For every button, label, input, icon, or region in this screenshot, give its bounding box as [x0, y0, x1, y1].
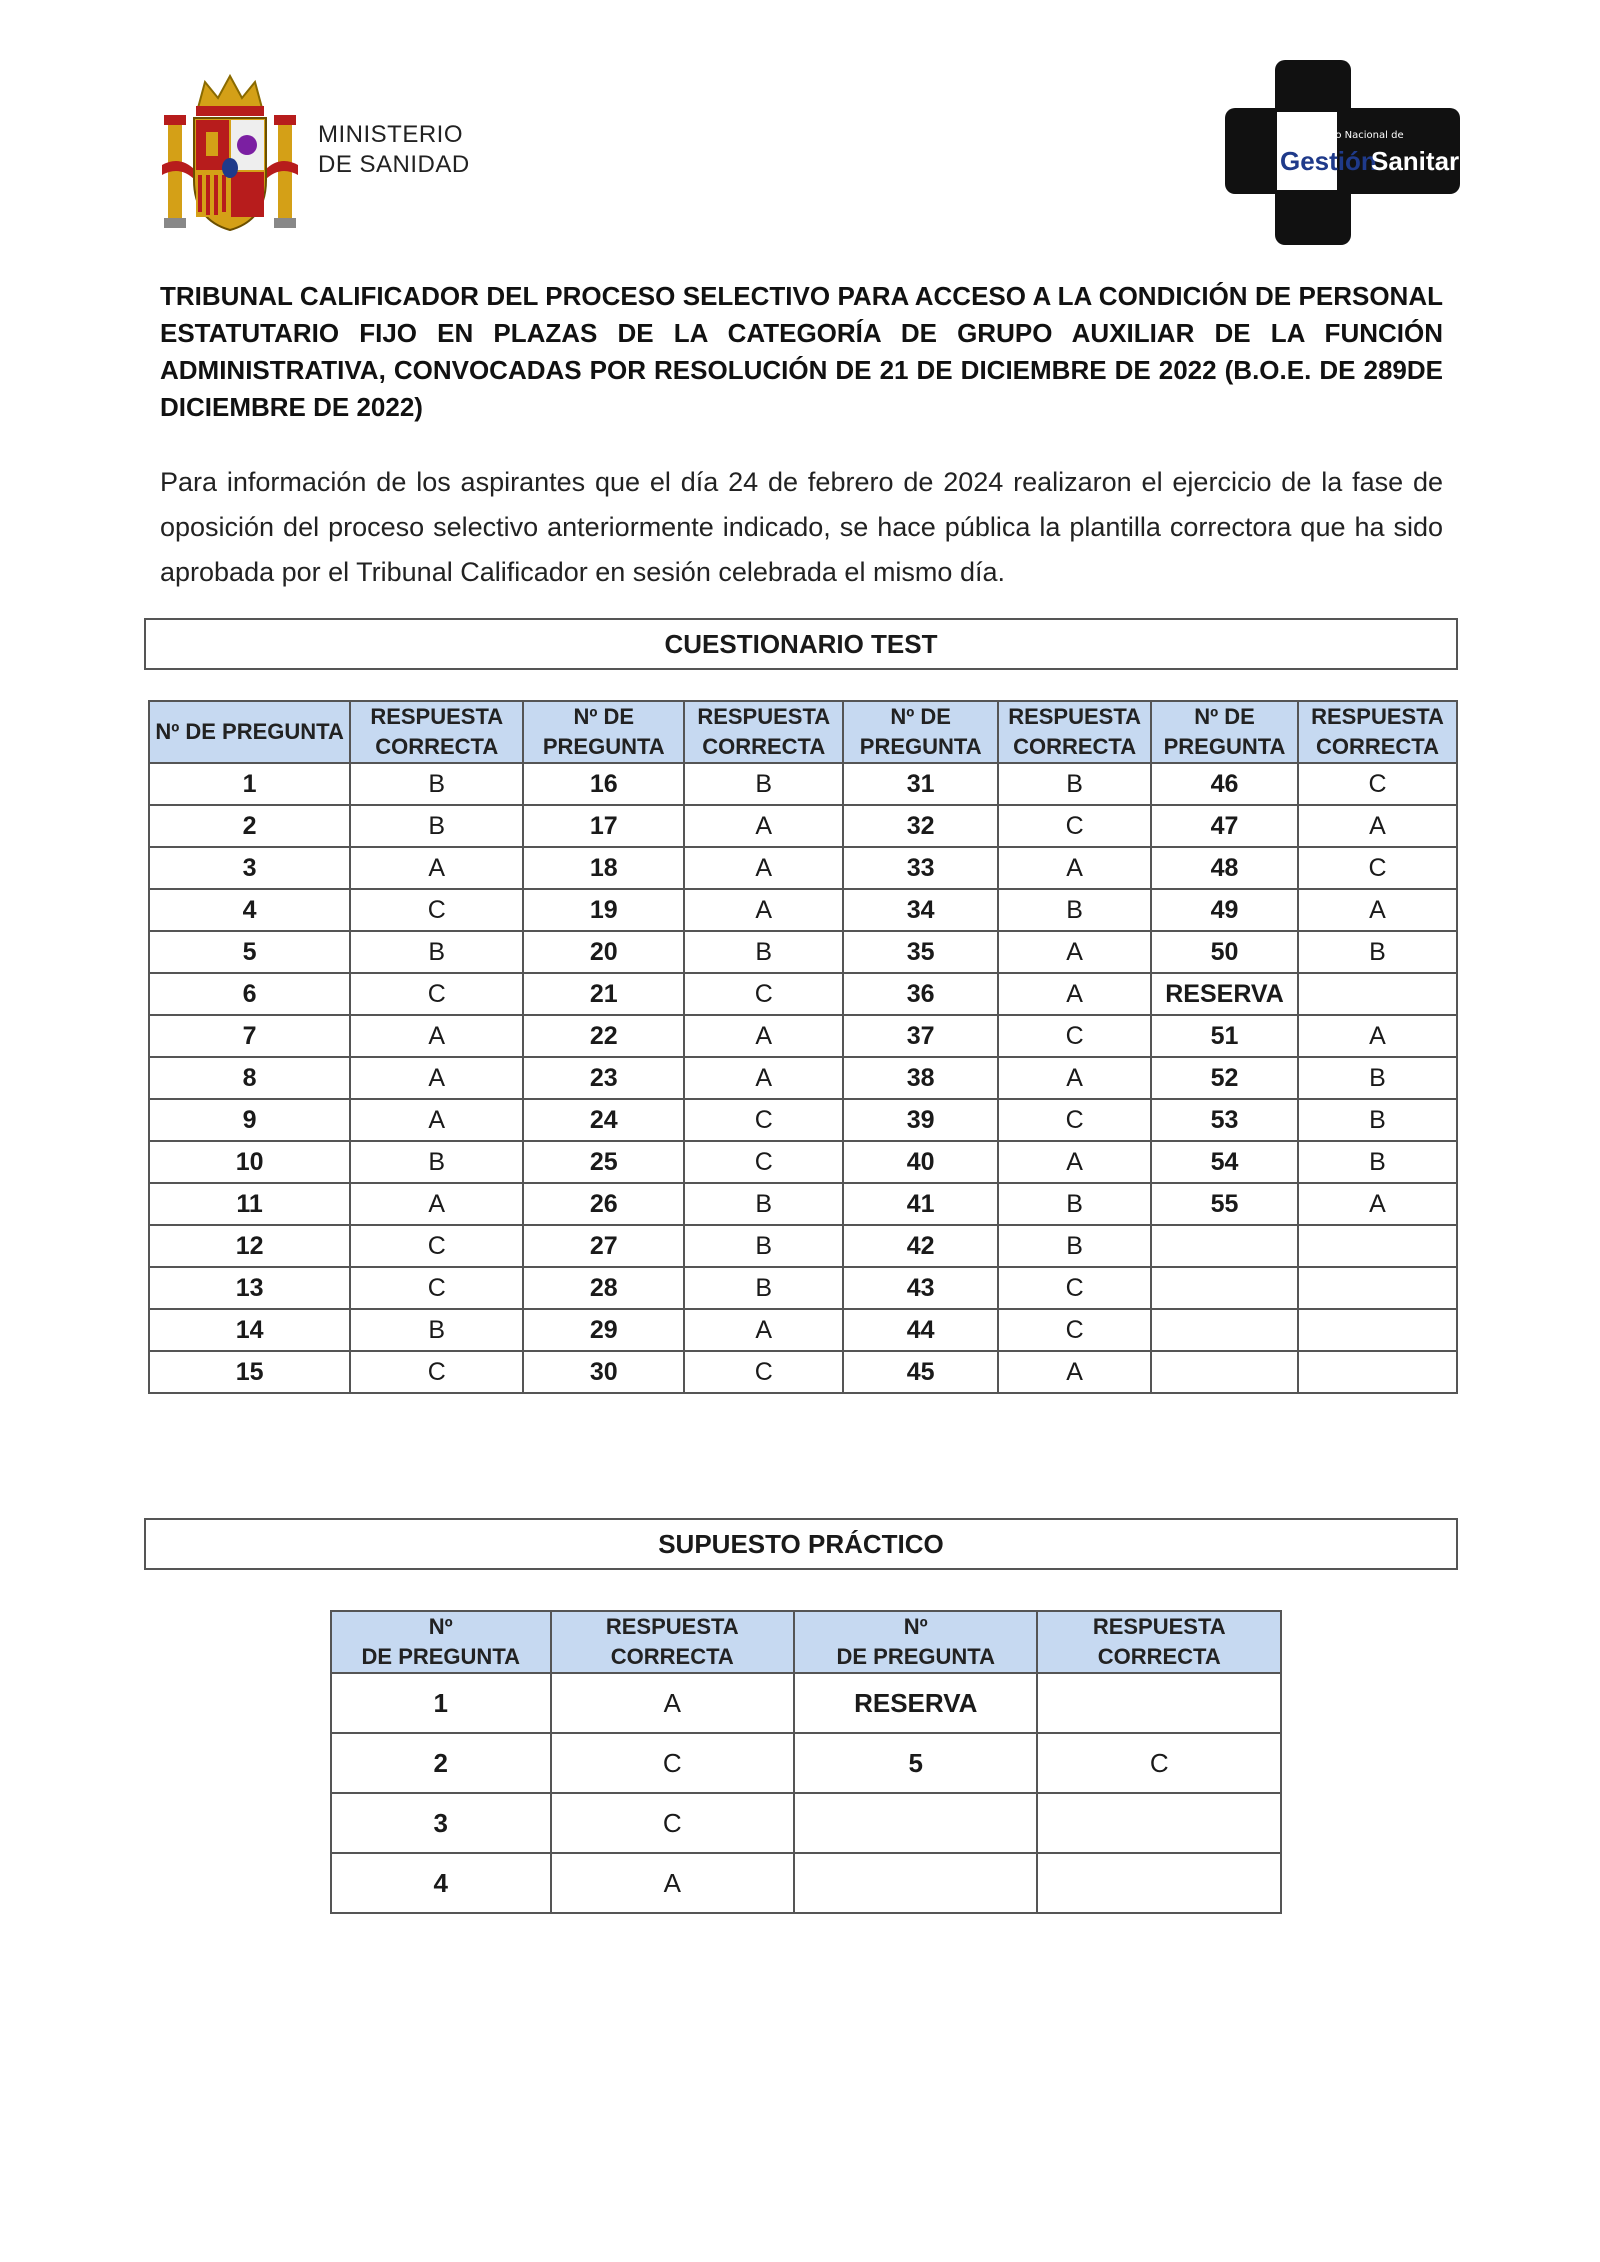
- answer-cell: B: [1298, 931, 1457, 973]
- question-number-cell: RESERVA: [794, 1673, 1037, 1733]
- question-number-cell: [794, 1853, 1037, 1913]
- question-number-cell: 30: [523, 1351, 684, 1393]
- question-number-cell: 36: [843, 973, 998, 1015]
- question-number-cell: 48: [1151, 847, 1298, 889]
- answer-cell: C: [350, 973, 523, 1015]
- question-number-cell: 51: [1151, 1015, 1298, 1057]
- answer-cell: A: [551, 1853, 794, 1913]
- col-header-question: Nº DE PREGUNTA: [843, 701, 998, 763]
- practico-header-row: [331, 1611, 1281, 1673]
- header-line: RESPUESTA: [605, 1614, 739, 1639]
- question-number-cell: 6: [149, 973, 350, 1015]
- answer-cell: A: [998, 847, 1151, 889]
- test-row: [149, 1141, 1457, 1183]
- question-number-cell: 54: [1151, 1141, 1298, 1183]
- answer-cell: A: [350, 1183, 523, 1225]
- question-number-cell: 5: [794, 1733, 1037, 1793]
- answer-cell: C: [684, 1099, 843, 1141]
- answer-cell: B: [350, 805, 523, 847]
- answer-cell: B: [350, 1141, 523, 1183]
- test-row: [149, 1267, 1457, 1309]
- question-number-cell: 43: [843, 1267, 998, 1309]
- answer-cell: A: [998, 1057, 1151, 1099]
- practico-section-heading: SUPUESTO PRÁCTICO: [144, 1518, 1458, 1570]
- question-number-cell: 32: [843, 805, 998, 847]
- header-line: CORRECTA: [610, 1644, 734, 1669]
- col-header-question: [331, 1611, 551, 1673]
- test-row: [149, 1309, 1457, 1351]
- answer-cell: [1037, 1853, 1281, 1913]
- test-answers-table: [148, 700, 1458, 1394]
- question-number-cell: 19: [523, 889, 684, 931]
- ministry-line-1: MINISTERIO: [318, 121, 464, 148]
- header-line: RESPUESTA: [1092, 1614, 1226, 1639]
- answer-cell: C: [1298, 847, 1457, 889]
- question-number-cell: 4: [331, 1853, 551, 1913]
- answer-cell: A: [684, 1309, 843, 1351]
- spanish-coat-of-arms-icon: [160, 70, 300, 235]
- header-line: CORRECTA: [1097, 1644, 1221, 1669]
- test-header-row: [149, 701, 1457, 763]
- question-number-cell: 26: [523, 1183, 684, 1225]
- question-number-cell: 27: [523, 1225, 684, 1267]
- question-number-cell: 44: [843, 1309, 998, 1351]
- logo-word-gestion: Gestión: [1280, 146, 1377, 176]
- answer-cell: C: [350, 1351, 523, 1393]
- question-number-cell: 2: [149, 805, 350, 847]
- question-number-cell: 25: [523, 1141, 684, 1183]
- answer-cell: C: [1037, 1733, 1281, 1793]
- answer-cell: [1037, 1793, 1281, 1853]
- answer-cell: B: [1298, 1057, 1457, 1099]
- answer-cell: [1298, 1351, 1457, 1393]
- answer-cell: A: [350, 1015, 523, 1057]
- test-row: [149, 763, 1457, 805]
- question-number-cell: 1: [331, 1673, 551, 1733]
- answer-cell: B: [1298, 1141, 1457, 1183]
- answer-cell: A: [998, 1141, 1151, 1183]
- header-line: DE PREGUNTA: [836, 1644, 995, 1669]
- question-number-cell: 21: [523, 973, 684, 1015]
- answer-cell: C: [1298, 763, 1457, 805]
- question-number-cell: 42: [843, 1225, 998, 1267]
- question-number-cell: 33: [843, 847, 998, 889]
- question-number-cell: 46: [1151, 763, 1298, 805]
- col-header-answer: RESPUESTA CORRECTA: [1298, 701, 1457, 763]
- test-row: [149, 931, 1457, 973]
- answer-cell: A: [684, 1015, 843, 1057]
- question-number-cell: 39: [843, 1099, 998, 1141]
- question-number-cell: 18: [523, 847, 684, 889]
- answer-cell: C: [350, 1267, 523, 1309]
- answer-cell: A: [684, 847, 843, 889]
- col-header-question: Nº DE PREGUNTA: [523, 701, 684, 763]
- question-number-cell: 10: [149, 1141, 350, 1183]
- col-header-answer: [551, 1611, 794, 1673]
- answer-cell: A: [998, 1351, 1151, 1393]
- practico-answers-table: [330, 1610, 1282, 1914]
- logo-word-sanitaria: Sanitaria: [1371, 146, 1481, 176]
- header-line: Nº: [903, 1614, 928, 1639]
- answer-cell: [1298, 973, 1457, 1015]
- answer-cell: B: [350, 1309, 523, 1351]
- answer-cell: C: [350, 889, 523, 931]
- question-number-cell: 5: [149, 931, 350, 973]
- question-number-cell: 2: [331, 1733, 551, 1793]
- col-header-answer: RESPUESTA CORRECTA: [684, 701, 843, 763]
- col-header-question: Nº DE PREGUNTA: [149, 701, 350, 763]
- col-header-answer: [1037, 1611, 1281, 1673]
- document-header: [160, 60, 1481, 240]
- practico-row: [331, 1793, 1281, 1853]
- answer-cell: C: [551, 1733, 794, 1793]
- answer-cell: C: [998, 1099, 1151, 1141]
- answer-cell: C: [998, 1267, 1151, 1309]
- question-number-cell: 15: [149, 1351, 350, 1393]
- question-number-cell: 52: [1151, 1057, 1298, 1099]
- answer-cell: B: [684, 1225, 843, 1267]
- question-number-cell: 34: [843, 889, 998, 931]
- question-number-cell: 16: [523, 763, 684, 805]
- question-number-cell: 35: [843, 931, 998, 973]
- test-row: [149, 1015, 1457, 1057]
- col-header-question: Nº DE PREGUNTA: [1151, 701, 1298, 763]
- question-number-cell: 38: [843, 1057, 998, 1099]
- answer-cell: [1298, 1267, 1457, 1309]
- answer-cell: C: [998, 805, 1151, 847]
- question-number-cell: [1151, 1309, 1298, 1351]
- answer-cell: A: [684, 805, 843, 847]
- answer-cell: B: [998, 889, 1151, 931]
- answer-cell: C: [684, 973, 843, 1015]
- question-number-cell: 12: [149, 1225, 350, 1267]
- answer-cell: C: [998, 1015, 1151, 1057]
- answer-cell: A: [350, 847, 523, 889]
- answer-cell: B: [684, 763, 843, 805]
- question-number-cell: 20: [523, 931, 684, 973]
- practico-row: [331, 1673, 1281, 1733]
- test-table-body: [149, 763, 1457, 1393]
- test-row: [149, 889, 1457, 931]
- test-row: [149, 1183, 1457, 1225]
- test-row: [149, 1057, 1457, 1099]
- answer-cell: A: [1298, 1015, 1457, 1057]
- question-number-cell: 41: [843, 1183, 998, 1225]
- answer-cell: A: [350, 1099, 523, 1141]
- logo-small-text: Instituto Nacional de: [1300, 130, 1404, 141]
- answer-cell: A: [684, 1057, 843, 1099]
- question-number-cell: 4: [149, 889, 350, 931]
- answer-cell: A: [1298, 889, 1457, 931]
- answer-cell: B: [350, 763, 523, 805]
- question-number-cell: 47: [1151, 805, 1298, 847]
- question-number-cell: 14: [149, 1309, 350, 1351]
- question-number-cell: 22: [523, 1015, 684, 1057]
- test-row: [149, 1099, 1457, 1141]
- answer-cell: A: [350, 1057, 523, 1099]
- question-number-cell: 53: [1151, 1099, 1298, 1141]
- answer-cell: [1298, 1225, 1457, 1267]
- answer-cell: B: [998, 1225, 1151, 1267]
- col-header-answer: RESPUESTA CORRECTA: [350, 701, 523, 763]
- question-number-cell: 8: [149, 1057, 350, 1099]
- answer-cell: A: [998, 931, 1151, 973]
- answer-cell: A: [998, 973, 1151, 1015]
- question-number-cell: [1151, 1267, 1298, 1309]
- test-row: [149, 1351, 1457, 1393]
- answer-cell: C: [684, 1141, 843, 1183]
- test-row: [149, 847, 1457, 889]
- answer-cell: [1298, 1309, 1457, 1351]
- practico-row: [331, 1853, 1281, 1913]
- answer-cell: C: [350, 1225, 523, 1267]
- question-number-cell: 55: [1151, 1183, 1298, 1225]
- practico-table-body: [331, 1673, 1281, 1913]
- test-section-heading: CUESTIONARIO TEST: [144, 618, 1458, 670]
- question-number-cell: 23: [523, 1057, 684, 1099]
- answer-cell: B: [684, 931, 843, 973]
- answer-cell: A: [1298, 1183, 1457, 1225]
- answer-cell: B: [350, 931, 523, 973]
- question-number-cell: 50: [1151, 931, 1298, 973]
- answer-cell: B: [998, 763, 1151, 805]
- header-line: Nº: [428, 1614, 453, 1639]
- question-number-cell: 31: [843, 763, 998, 805]
- question-number-cell: 24: [523, 1099, 684, 1141]
- answer-cell: A: [1298, 805, 1457, 847]
- document-title: TRIBUNAL CALIFICADOR DEL PROCESO SELECTIVO PARA ACCESO A LA CONDICIÓN DE PERSONAL ESTATUTARIO FIJO EN PLAZAS DE LA CATEGORÍA DE GRUPO AUXILIAR DE LA FUNCIÓN ADMINISTRATIVA, CONVOCADAS POR RESOLUCIÓN DE 21 DE DICIEMBRE DE 2022 (B.O.E. DE 289DE DICIEMBRE DE 2022): [160, 281, 1443, 422]
- answer-cell: C: [998, 1309, 1151, 1351]
- answer-cell: B: [684, 1183, 843, 1225]
- col-header-answer: RESPUESTA CORRECTA: [998, 701, 1151, 763]
- answer-cell: [1037, 1673, 1281, 1733]
- intro-paragraph: Para información de los aspirantes que el día 24 de febrero de 2024 realizaron el ejercicio de la fase de oposición del proceso selectivo anteriormente indicado, se hace pública la plantilla correctora que ha sido aprobada por el Tribunal Calificador en sesión celebrada el mismo día.: [160, 467, 1443, 587]
- practico-row: [331, 1733, 1281, 1793]
- answer-cell: B: [684, 1267, 843, 1309]
- question-number-cell: [1151, 1225, 1298, 1267]
- question-number-cell: 7: [149, 1015, 350, 1057]
- answer-cell: B: [1298, 1099, 1457, 1141]
- question-number-cell: RESERVA: [1151, 973, 1298, 1015]
- question-number-cell: 17: [523, 805, 684, 847]
- answer-cell: C: [551, 1793, 794, 1853]
- question-number-cell: 9: [149, 1099, 350, 1141]
- answer-cell: A: [551, 1673, 794, 1733]
- question-number-cell: 11: [149, 1183, 350, 1225]
- header-line: DE PREGUNTA: [361, 1644, 521, 1669]
- question-number-cell: [1151, 1351, 1298, 1393]
- question-number-cell: 28: [523, 1267, 684, 1309]
- question-number-cell: 3: [149, 847, 350, 889]
- answer-cell: B: [998, 1183, 1151, 1225]
- ingesa-logo-icon: [1225, 60, 1481, 245]
- ministry-name: [318, 120, 470, 180]
- test-row: [149, 973, 1457, 1015]
- question-number-cell: [794, 1793, 1037, 1853]
- ministry-line-2: DE SANIDAD: [318, 151, 470, 178]
- test-row: [149, 1225, 1457, 1267]
- test-row: [149, 805, 1457, 847]
- question-number-cell: 40: [843, 1141, 998, 1183]
- question-number-cell: 3: [331, 1793, 551, 1853]
- question-number-cell: 49: [1151, 889, 1298, 931]
- question-number-cell: 1: [149, 763, 350, 805]
- question-number-cell: 37: [843, 1015, 998, 1057]
- question-number-cell: 13: [149, 1267, 350, 1309]
- answer-cell: C: [684, 1351, 843, 1393]
- answer-cell: A: [684, 889, 843, 931]
- col-header-question: [794, 1611, 1037, 1673]
- question-number-cell: 29: [523, 1309, 684, 1351]
- question-number-cell: 45: [843, 1351, 998, 1393]
